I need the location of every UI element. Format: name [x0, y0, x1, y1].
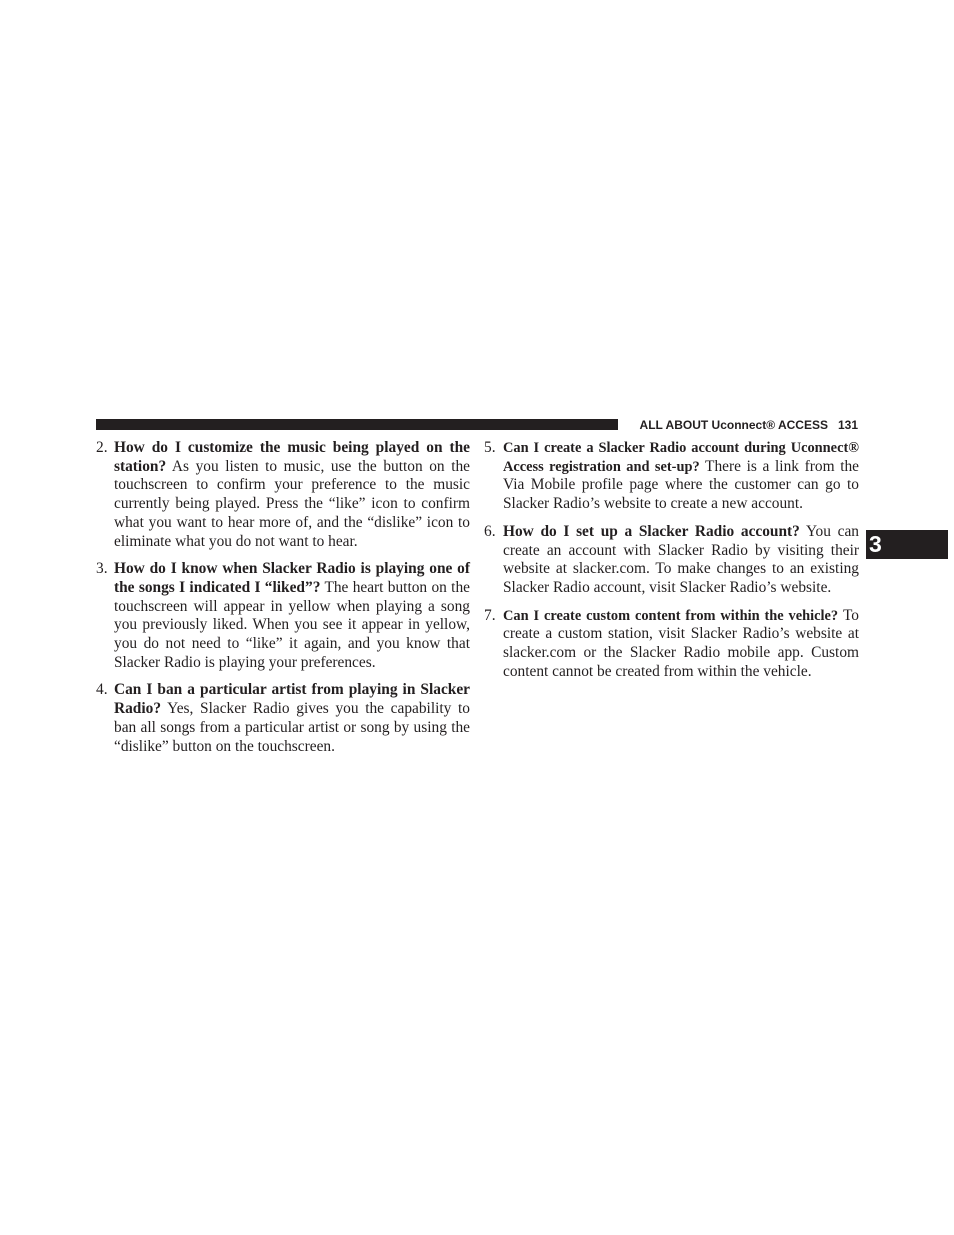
faq-question: Can I create a Slacker Radio account during Uconnect® Access registration and set-up?: [503, 440, 859, 475]
faq-item-5: [484, 439, 859, 514]
header-rule: [96, 419, 618, 430]
faq-item-3: [96, 560, 470, 672]
chapter-number: 3: [869, 531, 882, 557]
faq-answer: Yes, Slacker Radio gives you the capability to ban all songs from a particular artist or song by using the “dislike” button on the touchscreen.: [114, 700, 470, 755]
faq-item-7: [484, 607, 859, 682]
chapter-tab: [866, 530, 948, 559]
faq-question: Can I ban a particular artist from playing in Slacker Radio?: [114, 681, 470, 718]
faq-item-2: [96, 439, 470, 551]
running-header: [626, 417, 858, 433]
left-column: [96, 439, 470, 765]
faq-item-6: [484, 523, 859, 598]
item-number: 6.: [484, 522, 496, 540]
item-number: 7.: [484, 606, 496, 624]
item-number: 5.: [484, 439, 496, 456]
item-number: 3.: [96, 560, 108, 578]
faq-item-4: [96, 681, 470, 756]
faq-question: How do I set up a Slacker Radio account?: [503, 522, 800, 540]
faq-answer: There is a link from the Via Mobile profile page where the customer can go to Slacker Radio’s website to create a new account.: [503, 457, 860, 513]
faq-question: How do I customize the music being played on the station?: [114, 439, 470, 475]
faq-answer: You can create an account with Slacker Radio by visiting their website at slacker.com. To make changes to an existing Slacker Radio account, visit Slacker Radio’s website.: [503, 522, 859, 596]
faq-answer: The heart button on the touchscreen will appear in yellow when playing a song you previously liked. When you see it appear in yellow, you do not need to “like” it again, and you know that Slacker Radio is playing your preferences.: [114, 578, 470, 671]
faq-answer: As you listen to music, use the button on the touchscreen to confirm your preference to the music currently being played. Press the “like” icon to confirm what you want to hear more of, and the “dislike” icon to eliminate what you do not want to hear.: [114, 457, 470, 550]
item-number: 2.: [96, 439, 108, 456]
section-title: ALL ABOUT Uconnect® ACCESS: [639, 418, 828, 432]
faq-question: How do I know when Slacker Radio is playing one of the songs I indicated I “liked”?: [114, 560, 470, 596]
right-column: [484, 439, 859, 690]
item-number: 4.: [96, 681, 108, 699]
faq-answer: To create a custom station, visit Slacker Radio’s website at slacker.com or the Slacker Radio mobile app. Custom content cannot be created from within the vehicle.: [503, 606, 859, 680]
faq-question: Can I create custom content from within the vehicle?: [503, 607, 839, 624]
page-number: 131: [837, 418, 858, 432]
